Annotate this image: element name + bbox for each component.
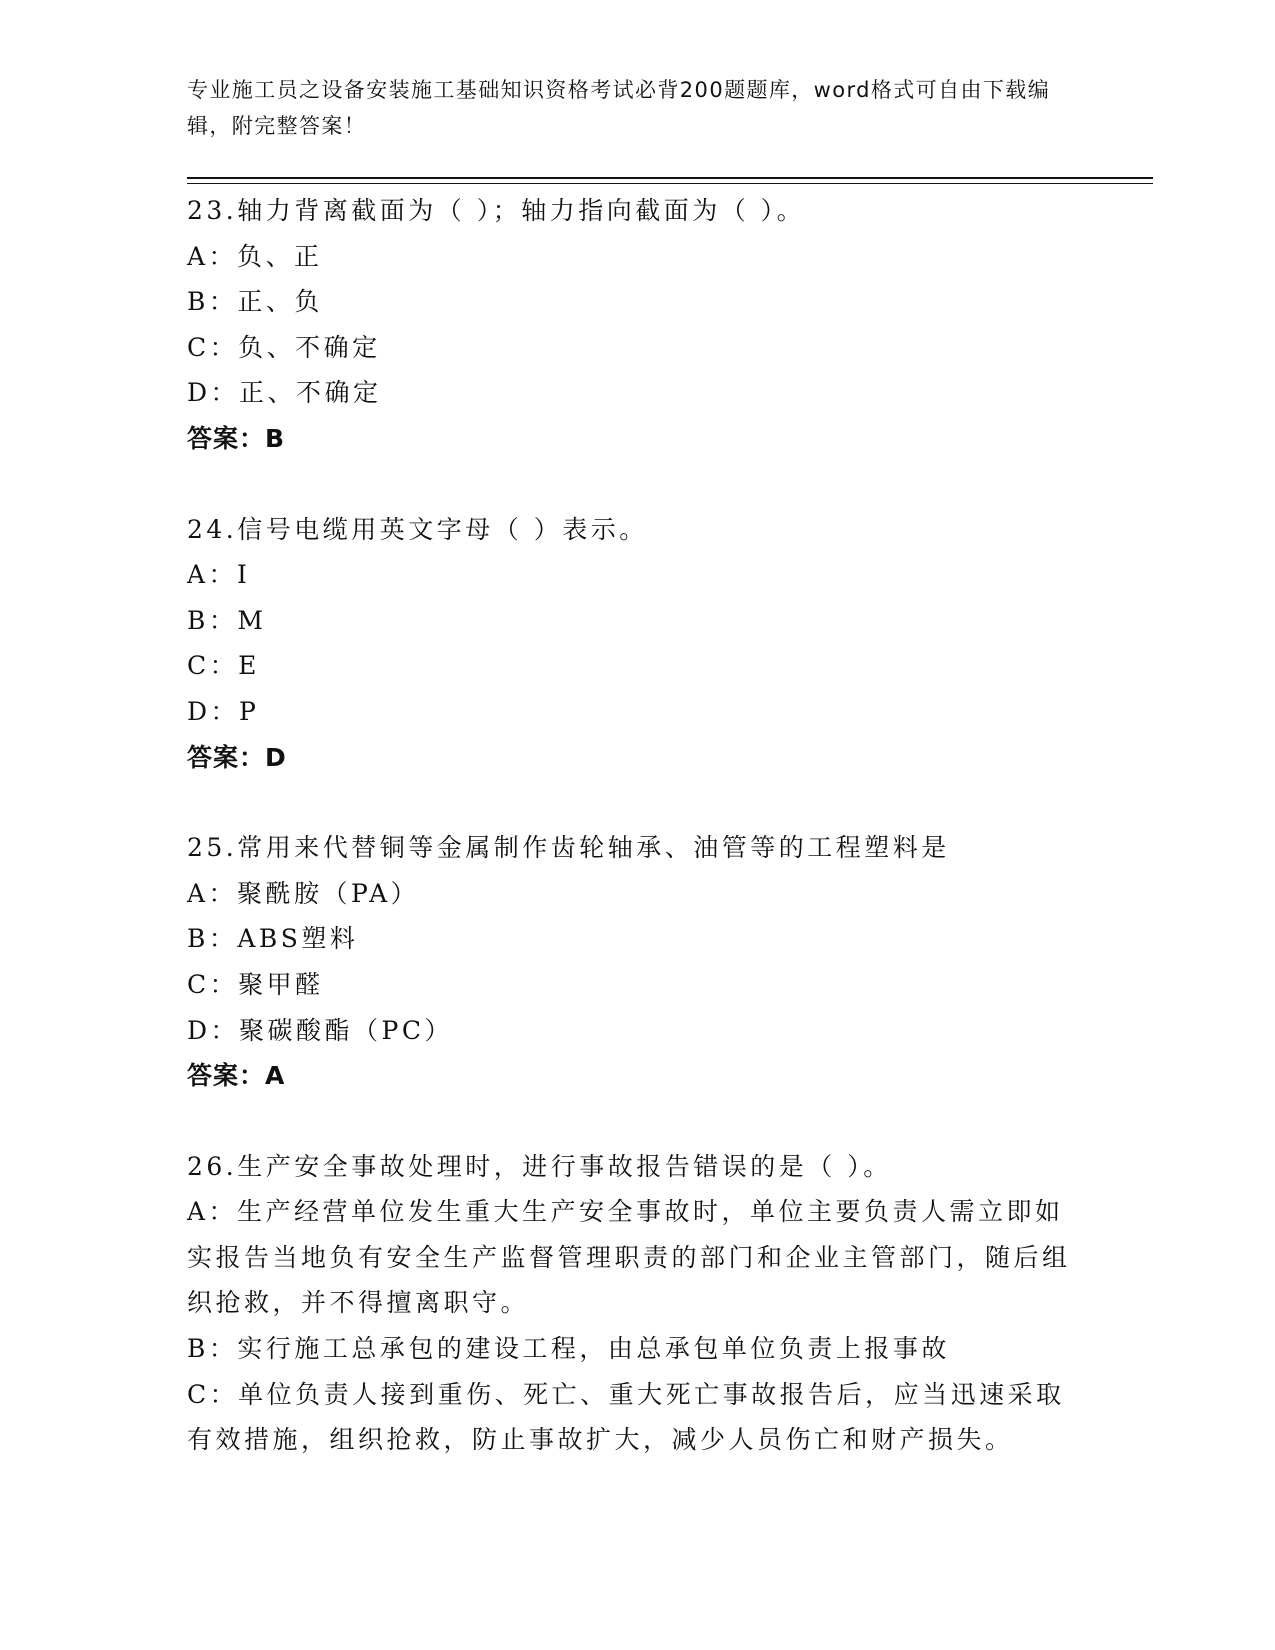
question-24 [187,507,1087,781]
question-stem: 26.生产安全事故处理时，进行事故报告错误的是（ ）。 [187,1151,892,1181]
option-c: C：单位负责人接到重伤、死亡、重大死亡事故报告后，应当迅速采取有效措施，组织抢救，防止事故扩大，减少人员伤亡和财产损失。 [187,1379,1065,1455]
question-stem: 25.常用来代替铜等金属制作齿轮轴承、油管等的工程塑料是 [187,833,950,863]
question-stem: 24.信号电缆用英文字母（ ）表示。 [187,514,648,544]
answer-label: 答案：B [187,423,286,453]
header-divider-thick [187,177,1153,179]
option-c: C：聚甲醛 [187,969,324,999]
answer-label: 答案：A [187,1061,286,1091]
question-stem: 23.轴力背离截面为（ ）；轴力指向截面为（ ）。 [187,196,806,225]
option-c: C：E [187,651,260,681]
question-23 [187,188,1087,462]
option-a: A：负、正 [187,241,323,271]
option-b: B：实行施工总承包的建设工程，由总承包单位负责上报事故 [187,1334,950,1364]
option-a: A：I [187,560,251,590]
option-b: B：正、负 [187,287,323,317]
question-26 [187,1144,1087,1463]
option-d: D：聚碳酸酯（PC） [187,1015,453,1045]
option-b: B：ABS塑料 [187,924,359,954]
option-a: A：生产经营单位发生重大生产安全事故时，单位主要负责人需立即如实报告当地负有安全生产监督管理职责的部门和企业主管部门，随后组织抢救，并不得擅离职守。 [187,1197,1071,1318]
option-b: B：M [187,605,267,635]
question-25 [187,825,1087,1099]
answer-label: 答案：D [187,742,287,772]
option-d: D：P [187,696,260,726]
question-list [187,188,1087,1463]
document-header: 专业施工员之设备安装施工基础知识资格考试必背200题题库，word格式可自由下载编辑，附完整答案！ [187,78,1051,138]
option-a: A：聚酰胺（PA） [187,878,420,908]
header-divider-thin [187,183,1153,184]
option-d: D：正、不确定 [187,378,382,408]
option-c: C：负、不确定 [187,332,381,362]
